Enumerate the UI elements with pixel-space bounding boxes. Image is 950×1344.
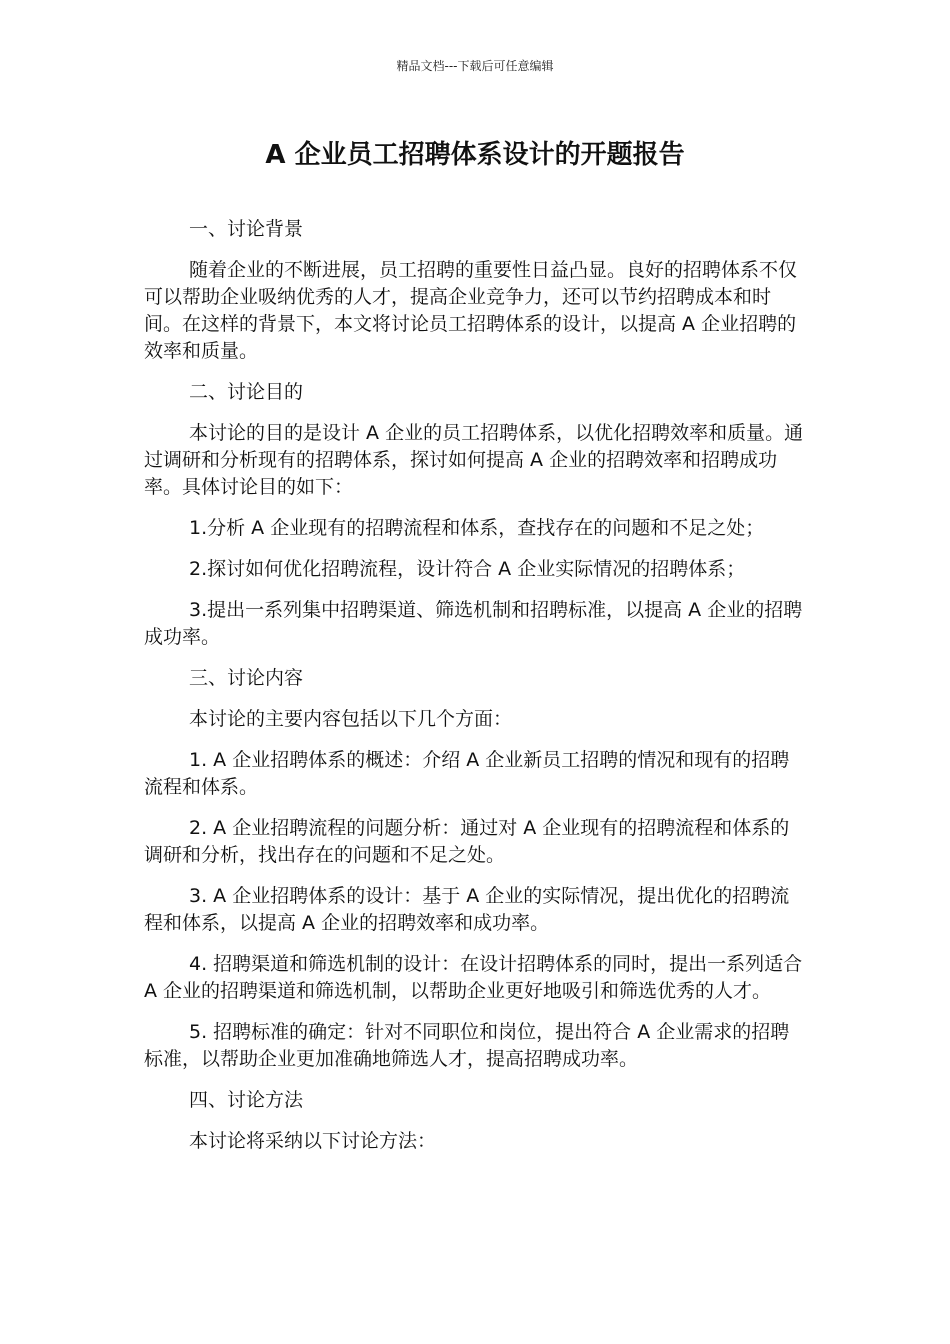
section-heading-purpose: 二、讨论目的 bbox=[189, 381, 304, 403]
content-item: 5. 招聘标准的确定：针对不同职位和岗位，提出符合 A 企业需求的招聘标准，以帮助企业更加准确地筛选人才，提高招聘成功率。 bbox=[144, 1021, 790, 1070]
document-title: A 企业员工招聘体系设计的开题报告 bbox=[265, 140, 685, 170]
section-heading-method: 四、讨论方法 bbox=[189, 1089, 304, 1111]
purpose-paragraph: 本讨论的目的是设计 A 企业的员工招聘体系，以优化招聘效率和质量。通过调研和分析现有的招聘体系，探讨如何提高 A 企业的招聘效率和招聘成功率。具体讨论目的如下： bbox=[144, 422, 804, 498]
section-heading-background: 一、讨论背景 bbox=[189, 218, 304, 240]
content-item: 1. A 企业招聘体系的概述：介绍 A 企业新员工招聘的情况和现有的招聘流程和体系。 bbox=[144, 749, 790, 798]
purpose-item: 3.提出一系列集中招聘渠道、筛选机制和招聘标准，以提高 A 企业的招聘成功率。 bbox=[144, 599, 803, 648]
background-paragraph: 随着企业的不断进展，员工招聘的重要性日益凸显。良好的招聘体系不仅可以帮助企业吸纳优秀的人才，提高企业竞争力，还可以节约招聘成本和时间。在这样的背景下，本文将讨论员工招聘体系的设计，以提高 A 企业招聘的效率和质量。 bbox=[144, 259, 798, 362]
document-body bbox=[144, 216, 806, 1169]
content-item: 2. A 企业招聘流程的问题分析：通过对 A 企业现有的招聘流程和体系的调研和分析，找出存在的问题和不足之处。 bbox=[144, 817, 790, 866]
purpose-item: 1.分析 A 企业现有的招聘流程和体系，查找存在的问题和不足之处； bbox=[189, 517, 765, 539]
header-note: 精品文档---下载后可任意编辑 bbox=[396, 59, 554, 73]
purpose-item: 2.探讨如何优化招聘流程，设计符合 A 企业实际情况的招聘体系； bbox=[189, 558, 746, 580]
content-intro: 本讨论的主要内容包括以下几个方面： bbox=[189, 708, 513, 730]
section-heading-content: 三、讨论内容 bbox=[189, 667, 304, 689]
content-item: 3. A 企业招聘体系的设计：基于 A 企业的实际情况，提出优化的招聘流程和体系，以提高 A 企业的招聘效率和成功率。 bbox=[144, 885, 790, 934]
content-item: 4. 招聘渠道和筛选机制的设计：在设计招聘体系的同时，提出一系列适合 A 企业的招聘渠道和筛选机制，以帮助企业更好地吸引和筛选优秀的人才。 bbox=[144, 953, 803, 1002]
method-intro: 本讨论将采纳以下讨论方法： bbox=[189, 1130, 437, 1152]
